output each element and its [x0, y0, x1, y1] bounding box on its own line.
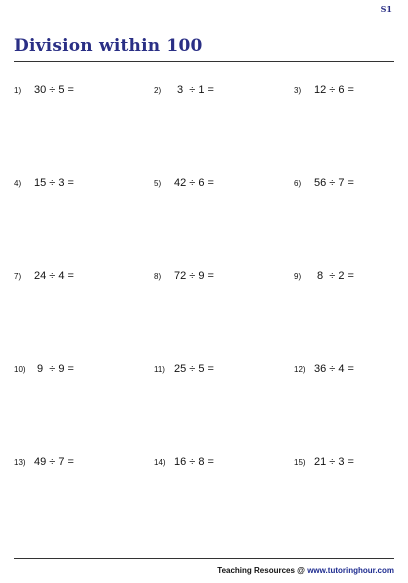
problem-expression: 3 ÷ 1 = — [174, 84, 214, 96]
problem-number: 14) — [154, 457, 166, 467]
problem-expression: 56 ÷ 7 = — [314, 177, 354, 189]
problem-expression: 9 ÷ 9 = — [34, 363, 74, 375]
problem-item — [294, 173, 394, 193]
footer-prefix: Teaching Resources @ — [217, 566, 308, 575]
problem-number: 6) — [294, 178, 302, 188]
problem-expression: 72 ÷ 9 = — [174, 270, 214, 282]
problem-item — [154, 266, 294, 286]
problem-number: 15) — [294, 457, 306, 467]
sheet-code: S1 — [380, 4, 392, 14]
problem-item — [294, 80, 394, 100]
footer-rule — [14, 558, 394, 559]
problem-number: 4) — [14, 178, 22, 188]
problem-expression: 12 ÷ 6 = — [314, 84, 354, 96]
problem-item — [14, 173, 154, 193]
problem-item — [294, 452, 394, 472]
page-title: Division within 100 — [14, 36, 203, 56]
problem-item — [154, 452, 294, 472]
problem-number: 11) — [154, 364, 165, 374]
problem-item — [294, 266, 394, 286]
problem-expression: 8 ÷ 2 = — [314, 270, 354, 282]
problem-number: 3) — [294, 85, 302, 95]
problem-grid — [14, 80, 394, 545]
problem-number: 7) — [14, 271, 22, 281]
problem-expression: 15 ÷ 3 = — [34, 177, 74, 189]
problem-number: 5) — [154, 178, 162, 188]
problem-item — [14, 80, 154, 100]
problem-item — [154, 173, 294, 193]
problem-expression: 42 ÷ 6 = — [174, 177, 214, 189]
problem-number: 13) — [14, 457, 26, 467]
problem-item — [14, 266, 154, 286]
problem-expression: 30 ÷ 5 = — [34, 84, 74, 96]
problem-item — [14, 452, 154, 472]
header-rule — [14, 61, 394, 62]
footer-url-link[interactable]: www.tutoringhour.com — [307, 566, 394, 575]
problem-expression: 36 ÷ 4 = — [314, 363, 354, 375]
problem-expression: 24 ÷ 4 = — [34, 270, 74, 282]
problem-expression: 49 ÷ 7 = — [34, 456, 74, 468]
problem-number: 1) — [14, 85, 22, 95]
problem-number: 2) — [154, 85, 162, 95]
problem-expression: 16 ÷ 8 = — [174, 456, 214, 468]
problem-expression: 21 ÷ 3 = — [314, 456, 354, 468]
problem-item — [14, 359, 154, 379]
problem-item — [154, 80, 294, 100]
problem-number: 9) — [294, 271, 302, 281]
footer — [217, 566, 394, 575]
problem-item — [154, 359, 294, 379]
problem-expression: 25 ÷ 5 = — [174, 363, 214, 375]
problem-number: 10) — [14, 364, 26, 374]
problem-number: 8) — [154, 271, 162, 281]
problem-item — [294, 359, 394, 379]
problem-number: 12) — [294, 364, 306, 374]
